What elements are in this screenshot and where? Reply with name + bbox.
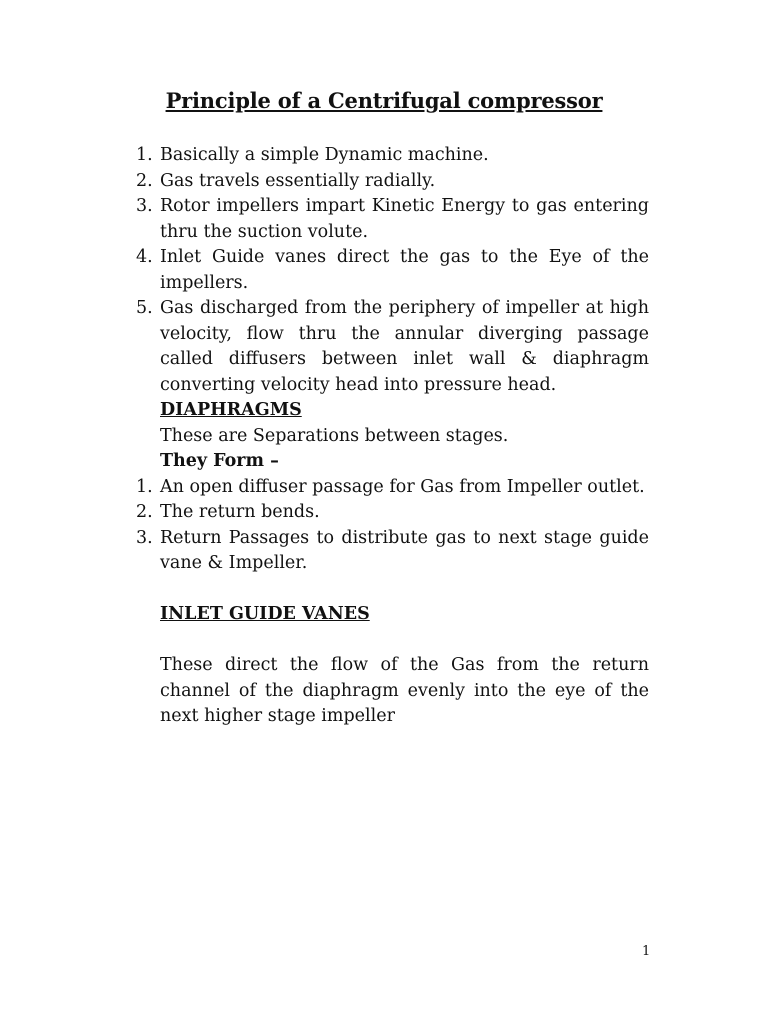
spacer <box>160 628 649 654</box>
list-text: Rotor impellers impart Kinetic Energy to gas entering thru the suction volute. <box>160 196 649 242</box>
list-number: 3. <box>136 196 153 216</box>
spacer <box>160 577 649 603</box>
list-number: 4. <box>136 247 153 267</box>
subheading-they-form: They Form – <box>160 451 279 471</box>
list-number: 5. <box>136 298 153 318</box>
page-title: Principle of a Centrifugal compressor <box>165 88 603 113</box>
list-number: 3. <box>136 527 153 548</box>
list-text: Basically a simple Dynamic machine. <box>160 145 489 165</box>
list-number: 1. <box>136 476 153 497</box>
list-number: 1. <box>136 145 153 165</box>
list-item <box>136 143 649 169</box>
section-heading-inlet-guide-vanes: INLET GUIDE VANES <box>160 604 370 624</box>
list-item <box>136 526 649 577</box>
list-number: 2. <box>136 170 153 191</box>
list-text: An open diffuser passage for Gas from Impeller outlet. <box>160 476 645 497</box>
section-heading-diaphragms: DIAPHRAGMS <box>160 400 302 420</box>
document-body <box>136 143 649 730</box>
list-item <box>136 194 649 245</box>
list-item <box>136 245 649 296</box>
page-number: 1 <box>642 944 651 959</box>
list-text: Inlet Guide vanes direct the gas to the Eye of the impellers. <box>160 247 649 293</box>
list-text: Gas discharged from the periphery of impeller at high velocity, flow thru the annular diverging passage called diffusers between inlet wall & diaphragm converting velocity head into pressure head. <box>160 298 649 395</box>
list-item <box>136 500 649 526</box>
list-text: Gas travels essentially radially. <box>160 170 436 191</box>
list-text: The return bends. <box>160 502 320 522</box>
section-text-diaphragms: These are Separations between stages. <box>160 425 509 446</box>
list-number: 2. <box>136 502 153 522</box>
list-text: Return Passages to distribute gas to next stage guide vane & Impeller. <box>160 527 649 573</box>
list-item <box>136 169 649 195</box>
section-text-inlet-guide-vanes: These direct the flow of the Gas from the return channel of the diaphragm evenly into the eye of the next higher stage impeller <box>160 655 649 726</box>
list-item <box>136 475 649 501</box>
list-item <box>136 296 649 398</box>
